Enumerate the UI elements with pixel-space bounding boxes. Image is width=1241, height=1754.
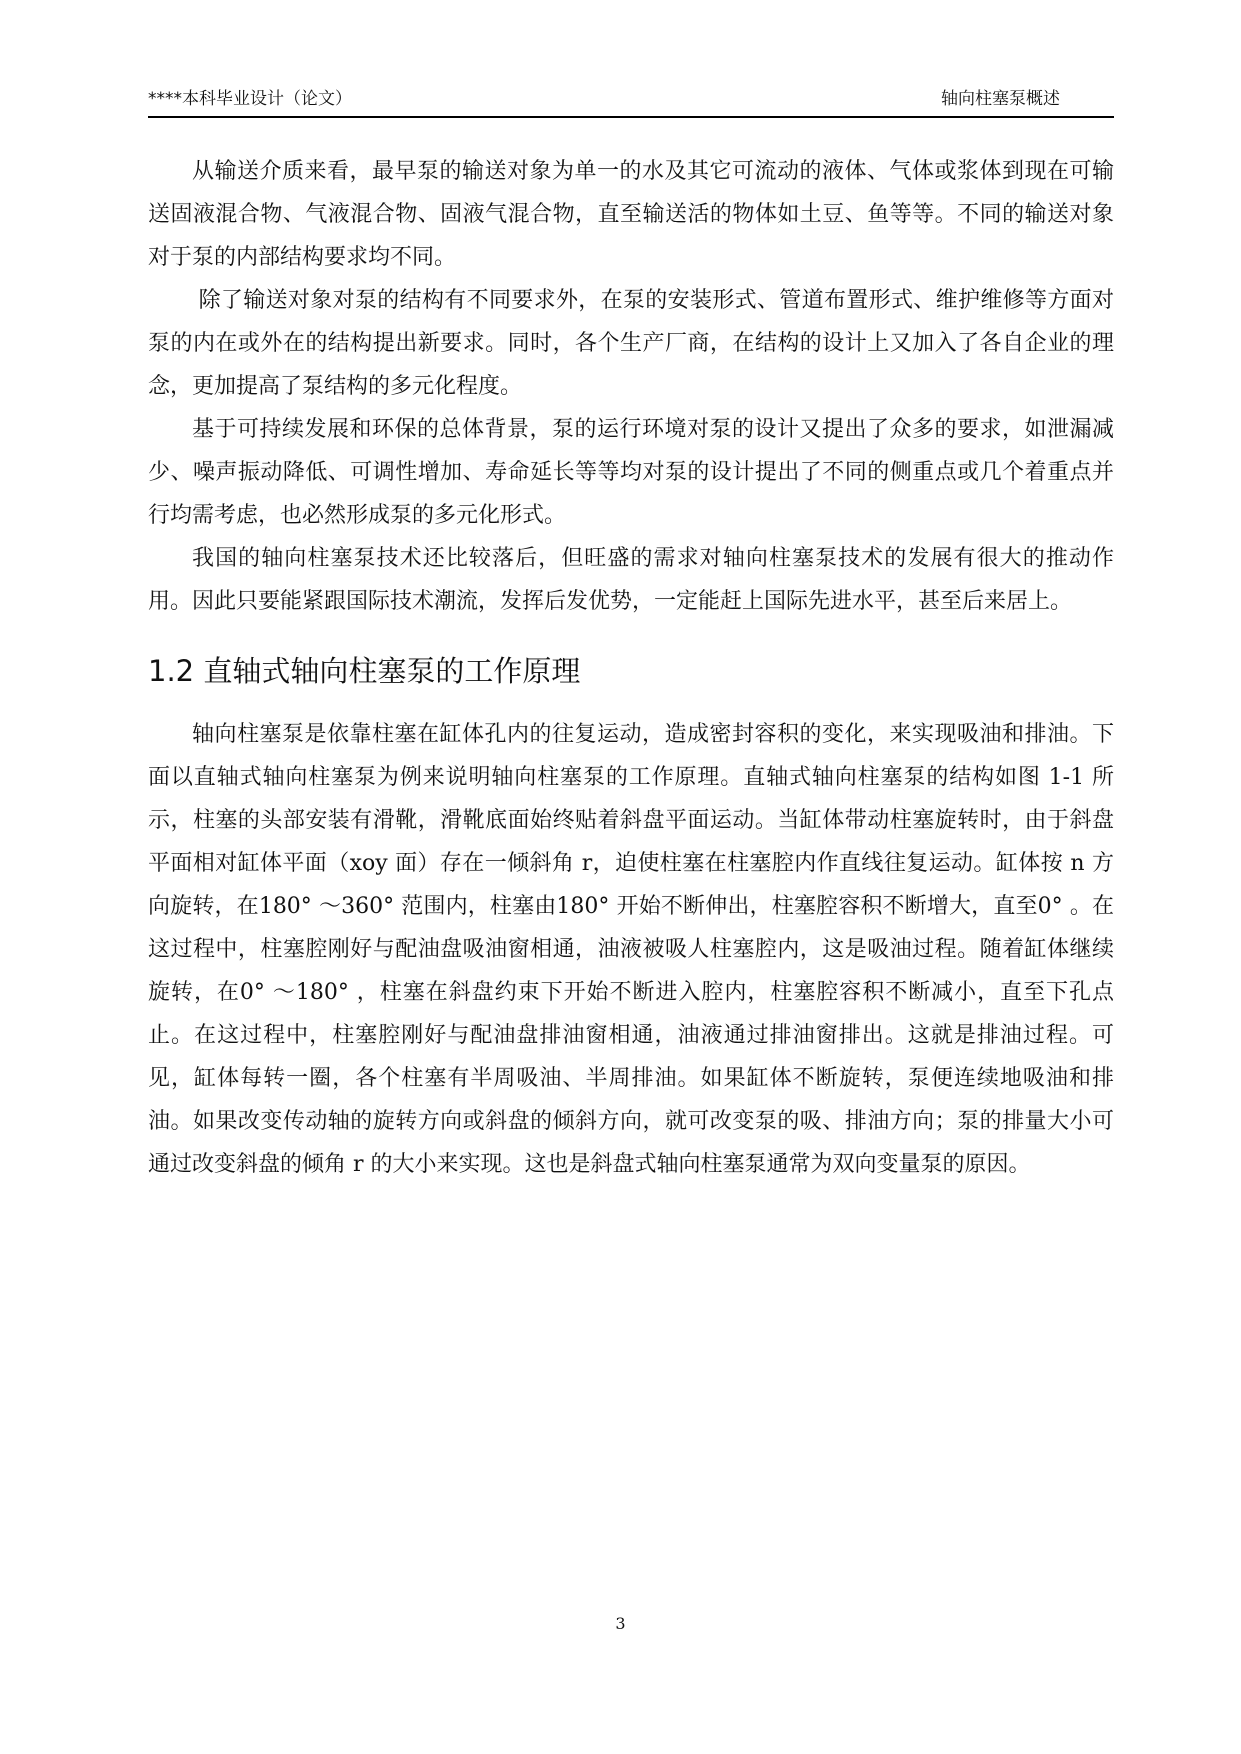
paragraph-environment-requirements: 基于可持续发展和环保的总体背景，泵的运行环境对泵的设计又提出了众多的要求，如泄漏减少、噪声振动降低、可调性增加、寿命延长等等均对泵的设计提出了不同的侧重点或几个着重点并行均需考虑，也必然形成泵的多元化形式。 bbox=[148, 417, 1114, 528]
section-heading: 1.2 直轴式轴向柱塞泵的工作原理 bbox=[148, 654, 581, 688]
paragraph-working-principle: 轴向柱塞泵是依靠柱塞在缸体孔内的往复运动，造成密封容积的变化，来实现吸油和排油。下面以直轴式轴向柱塞泵为例来说明轴向柱塞泵的工作原理。直轴式轴向柱塞泵的结构如图 1-1 所示，柱塞的头部安装有滑靴，滑靴底面始终贴着斜盘平面运动。当缸体带动柱塞旋转时，由于斜盘平面相对缸体平面（xoy 面）存在一倾斜角 r，迫使柱塞在柱塞腔内作直线往复运动。缸体按 n 方向旋转，在180° ～360° 范围内，柱塞由180° 开始不断伸出，柱塞腔容积不断增大，直至0° 。在这过程中，柱塞腔刚好与配油盘吸油窗相通，油液被吸人柱塞腔内，这是吸油过程。随着缸体继续旋转，在0° ～180° ，柱塞在斜盘约束下开始不断进入腔内，柱塞腔容积不断减小，直至下孔点止。在这过程中，柱塞腔刚好与配油盘排油窗相通，油液通过排油窗排出。这就是排油过程。可见，缸体每转一圈，各个柱塞有半周吸油、半周排油。如果缸体不断旋转，泵便连续地吸油和排油。如果改变传动轴的旋转方向或斜盘的倾斜方向，就可改变泵的吸、排油方向；泵的排量大小可通过改变斜盘的倾角 r 的大小来实现。这也是斜盘式轴向柱塞泵通常为双向变量泵的原因。 bbox=[148, 722, 1114, 1177]
page-number: 3 bbox=[615, 1614, 626, 1633]
paragraph-installation-structure: 除了输送对象对泵的结构有不同要求外，在泵的安装形式、管道布置形式、维护维修等方面对泵的内在或外在的结构提出新要求。同时，各个生产厂商，在结构的设计上又加入了各自企业的理念，更加提高了泵结构的多元化程度。 bbox=[148, 288, 1114, 399]
header-chapter-title: 轴向柱塞泵概述 bbox=[941, 89, 1060, 109]
paragraph-domestic-technology: 我国的轴向柱塞泵技术还比较落后，但旺盛的需求对轴向柱塞泵技术的发展有很大的推动作用。因此只要能紧跟国际技术潮流，发挥后发优势，一定能赶上国际先进水平，甚至后来居上。 bbox=[148, 546, 1114, 614]
main-content bbox=[148, 150, 1114, 1186]
paragraph-transport-media: 从输送介质来看，最早泵的输送对象为单一的水及其它可流动的液体、气体或浆体到现在可输送固液混合物、气液混合物、固液气混合物，直至输送活的物体如土豆、鱼等等。不同的输送对象对于泵的内部结构要求均不同。 bbox=[148, 159, 1114, 270]
header-thesis-title: ****本科毕业设计（论文） bbox=[148, 89, 352, 109]
page-header bbox=[148, 86, 1114, 118]
